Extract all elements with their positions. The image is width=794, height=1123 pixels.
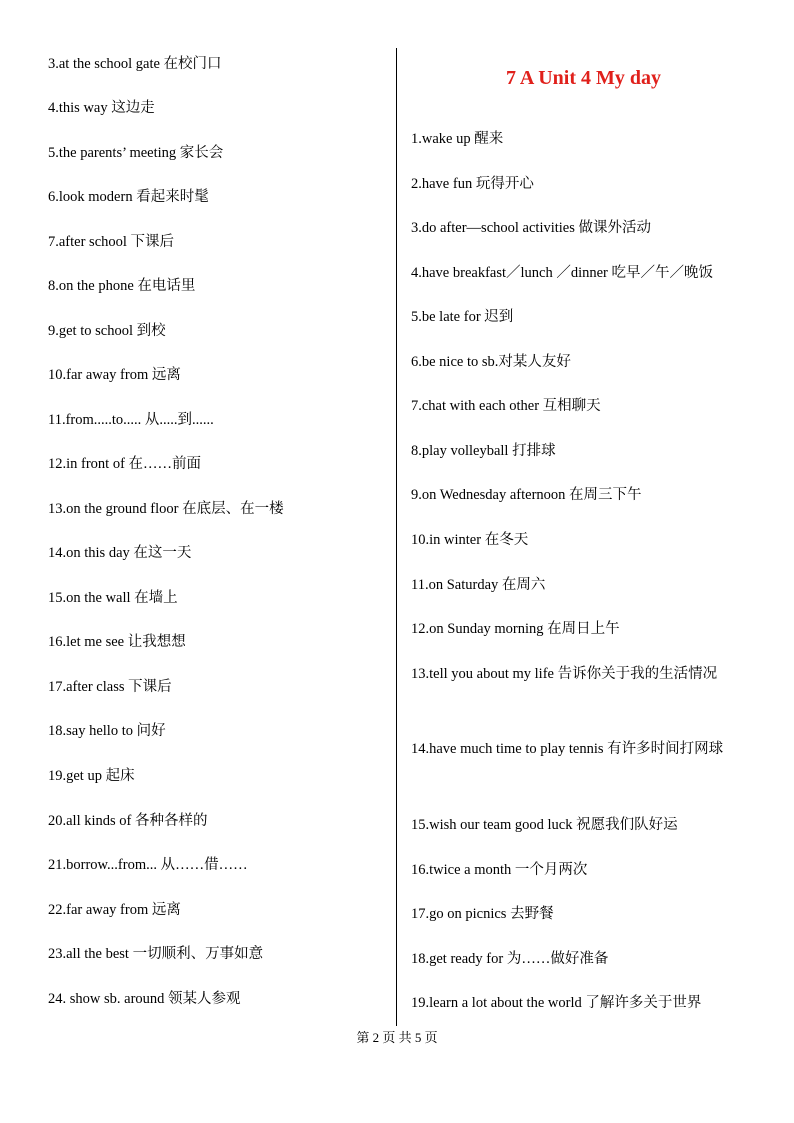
list-item: 9.on Wednesday afternoon 在周三下午 [411, 487, 642, 503]
list-item: 1.wake up 醒来 [411, 131, 504, 147]
list-item: 9.get to school 到校 [48, 323, 166, 339]
list-item: 6.look modern 看起来时髦 [48, 189, 209, 205]
list-item: 18.get ready for 为……做好准备 [411, 951, 609, 967]
list-item: 8.on the phone 在电话里 [48, 278, 196, 294]
list-item: 15.on the wall 在墙上 [48, 590, 178, 606]
list-item: 14.have much time to play tennis 有许多时间打网球 [411, 741, 724, 757]
unit-title: 7 A Unit 4 My day [505, 67, 662, 89]
page-footer: 第 2 页 共 5 页 [356, 1030, 438, 1045]
list-item: 21.borrow...from... 从……借…… [48, 857, 248, 873]
list-item: 22.far away from 远离 [48, 902, 181, 918]
list-item: 5.the parents’ meeting 家长会 [48, 145, 224, 161]
list-item: 12.on Sunday morning 在周日上午 [411, 621, 620, 637]
list-item: 19.get up 起床 [48, 768, 135, 784]
list-item: 17.after class 下课后 [48, 679, 172, 695]
list-item: 7.after school 下课后 [48, 234, 175, 250]
list-item: 6.be nice to sb.对某人友好 [411, 354, 571, 370]
list-item: 24. show sb. around 领某人参观 [48, 991, 241, 1007]
list-item: 20.all kinds of 各种各样的 [48, 813, 208, 829]
list-item: 7.chat with each other 互相聊天 [411, 398, 601, 414]
list-item: 2.have fun 玩得开心 [411, 176, 534, 192]
list-item: 17.go on picnics 去野餐 [411, 906, 554, 922]
column-divider [396, 48, 397, 1026]
list-item: 13.on the ground floor 在底层、在一楼 [48, 501, 284, 517]
list-item: 16.let me see 让我想想 [48, 634, 186, 650]
list-item: 11.from.....to..... 从.....到...... [48, 412, 214, 428]
list-item: 16.twice a month 一个月两次 [411, 862, 588, 878]
list-item: 19.learn a lot about the world 了解许多关于世界 [411, 995, 702, 1011]
list-item: 5.be late for 迟到 [411, 309, 514, 325]
list-item: 4.have breakfast／lunch ／dinner 吃早／午／晚饭 [411, 265, 714, 281]
list-item: 15.wish our team good luck 祝愿我们队好运 [411, 817, 678, 833]
list-item: 23.all the best 一切顺利、万事如意 [48, 946, 264, 962]
list-item: 18.say hello to 问好 [48, 723, 166, 739]
list-item: 8.play volleyball 打排球 [411, 443, 556, 459]
list-item: 10.in winter 在冬天 [411, 532, 529, 548]
list-item: 10.far away from 远离 [48, 367, 181, 383]
list-item: 3.at the school gate 在校门口 [48, 56, 222, 72]
list-item: 14.on this day 在这一天 [48, 545, 192, 561]
list-item: 3.do after—school activities 做课外活动 [411, 220, 652, 236]
list-item: 13.tell you about my life 告诉你关于我的生活情况 [411, 666, 718, 682]
list-item: 12.in front of 在……前面 [48, 456, 202, 472]
list-item: 11.on Saturday 在周六 [411, 577, 546, 593]
list-item: 4.this way 这边走 [48, 100, 155, 116]
